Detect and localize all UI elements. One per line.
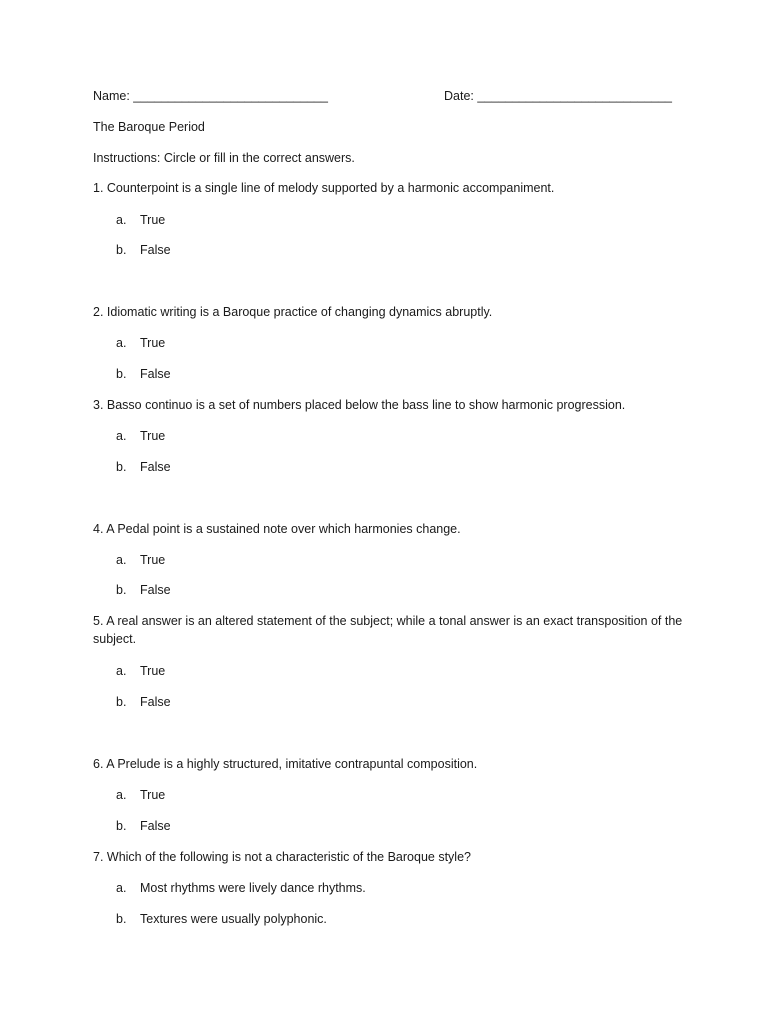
option-label: False [140, 243, 171, 257]
option-label: Most rhythms were lively dance rhythms. [140, 881, 366, 895]
option-marker: a. [116, 213, 127, 227]
option-marker: b. [116, 695, 127, 709]
question-3-option-b[interactable] [116, 458, 171, 476]
option-marker: a. [116, 881, 127, 895]
question-1-option-a[interactable] [116, 211, 165, 229]
question-3-text: 3. Basso continuo is a set of numbers placed below the bass line to show harmonic progression. [93, 398, 626, 412]
name-field[interactable]: Name: ____________________________ [93, 89, 328, 103]
option-marker: a. [116, 429, 127, 443]
question-2-option-b[interactable] [116, 365, 171, 383]
question-4-option-a[interactable] [116, 551, 165, 569]
option-label: True [140, 788, 166, 802]
option-label: False [140, 583, 171, 597]
question-4-text: 4. A Pedal point is a sustained note over which harmonies change. [93, 522, 461, 536]
option-marker: b. [116, 367, 127, 381]
option-marker: b. [116, 460, 127, 474]
question-2-option-a[interactable] [116, 334, 165, 352]
instructions-text: Instructions: Circle or fill in the correct answers. [93, 151, 355, 165]
question-6-option-a[interactable] [116, 786, 165, 804]
question-7-option-b[interactable] [116, 910, 327, 928]
option-label: False [140, 460, 171, 474]
question-5-text: 5. A real answer is an altered statement of the subject; while a tonal answer is an exact transposition of the subject. [93, 614, 683, 646]
question-4-option-b[interactable] [116, 581, 171, 599]
option-marker: b. [116, 819, 127, 833]
option-label: Textures were usually polyphonic. [140, 912, 327, 926]
option-marker: a. [116, 664, 127, 678]
option-marker: a. [116, 788, 127, 802]
option-label: False [140, 695, 171, 709]
option-marker: a. [116, 553, 127, 567]
question-1-option-b[interactable] [116, 241, 171, 259]
option-label: True [140, 664, 166, 678]
option-marker: b. [116, 583, 127, 597]
question-7-option-a[interactable] [116, 879, 366, 897]
option-label: True [140, 429, 166, 443]
question-6-text: 6. A Prelude is a highly structured, imitative contrapuntal composition. [93, 757, 478, 771]
option-label: True [140, 213, 166, 227]
question-6-option-b[interactable] [116, 817, 171, 835]
option-marker: a. [116, 336, 127, 350]
question-5-option-a[interactable] [116, 662, 165, 680]
worksheet-title: The Baroque Period [93, 120, 205, 134]
option-marker: b. [116, 912, 127, 926]
question-7-text: 7. Which of the following is not a characteristic of the Baroque style? [93, 850, 471, 864]
option-label: True [140, 336, 166, 350]
option-marker: b. [116, 243, 127, 257]
option-label: False [140, 819, 171, 833]
question-1-text: 1. Counterpoint is a single line of melody supported by a harmonic accompaniment. [93, 181, 555, 195]
question-2-text: 2. Idiomatic writing is a Baroque practice of changing dynamics abruptly. [93, 305, 493, 319]
question-3-option-a[interactable] [116, 427, 165, 445]
date-field[interactable]: Date: ____________________________ [444, 89, 673, 103]
option-label: False [140, 367, 171, 381]
question-5-option-b[interactable] [116, 693, 171, 711]
option-label: True [140, 553, 166, 567]
